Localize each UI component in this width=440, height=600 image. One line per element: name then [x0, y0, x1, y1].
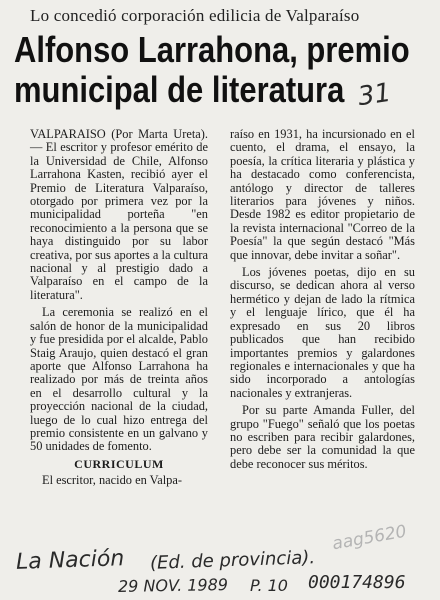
paragraph: Los jóvenes poetas, dijo en su discurso, se dedican ahora al verso hermético y dejan de lado la rítmica y el lenguaje lírico, que él ha expresado en sus 20 libros publicados que han recibido importantes premios y galardones regionales e internacionales y que ha sido incorporado a antologías nacionales y extranjeras.: [230, 265, 415, 400]
handwritten-edition: (Ed. de provincia).: [149, 547, 316, 574]
paragraph: raíso en 1931, ha incursionado en el cuento, el drama, el ensayo, la poesía, la crítica literaria y plástica y ha destacado como conferencista, antólogo y director de talleres literarios para jóvenes y niños. Desde 1982 es editor propietario de la revista internacional "Correo de la Poesía" la que según destacó "Más que innovar, debe invitar a soñar".: [230, 127, 415, 262]
archive-code: 000174896: [308, 572, 406, 593]
paragraph: Por su parte Amanda Fuller, del grupo "Fuego" señaló que los poetas no escriben para recibir galardones, pero debe ser la comunidad la que debe reconocer sus méritos.: [230, 403, 415, 471]
paragraph: El escritor, nacido en Valpa-: [42, 473, 182, 488]
article-column-right: [230, 128, 415, 475]
headline-line-2: municipal de literatura: [14, 69, 345, 110]
paragraph: VALPARAISO (Por Marta Ureta).— El escritor y profesor emérito de la Universidad de Chile, Alfonso Larrahona Kasten, recibió ayer el Premio de Literatura Valparaíso, otorgado por primera vez por la municipalidad porteña "en reconocimiento a la persona que se haya distinguido por su labor creativa, por sus aportes a la cultura nacional y al prestigio dado a Valparaíso en el campo de la literatura".: [30, 127, 208, 302]
stamp-code: aag5620: [330, 521, 409, 555]
kicker: Lo concedió corporación edilicia de Valparaíso: [30, 6, 360, 25]
handwritten-page: P. 10: [250, 576, 288, 595]
headline-line-1: Alfonso Larrahona, premio: [14, 29, 410, 70]
section-subhead: CURRICULUM: [74, 456, 164, 471]
handwritten-source: La Nación: [15, 546, 125, 575]
paragraph: La ceremonia se realizó en el salón de honor de la municipalidad y fue presidida por el alcalde, Pablo Staig Araujo, quien destacó el gran aporte que Alfonso Larrahona ha realizado por más de treinta años en el desarrollo cultural y la proyección nacional de la ciudad, luego de lo cual hizo entrega del premio consistente en un galvano y 50 unidades de fomento.: [30, 305, 208, 454]
article-column-left: [30, 128, 208, 492]
handwritten-margin-number: 31: [356, 77, 394, 113]
handwritten-date: 29 NOV. 1989: [117, 575, 229, 596]
